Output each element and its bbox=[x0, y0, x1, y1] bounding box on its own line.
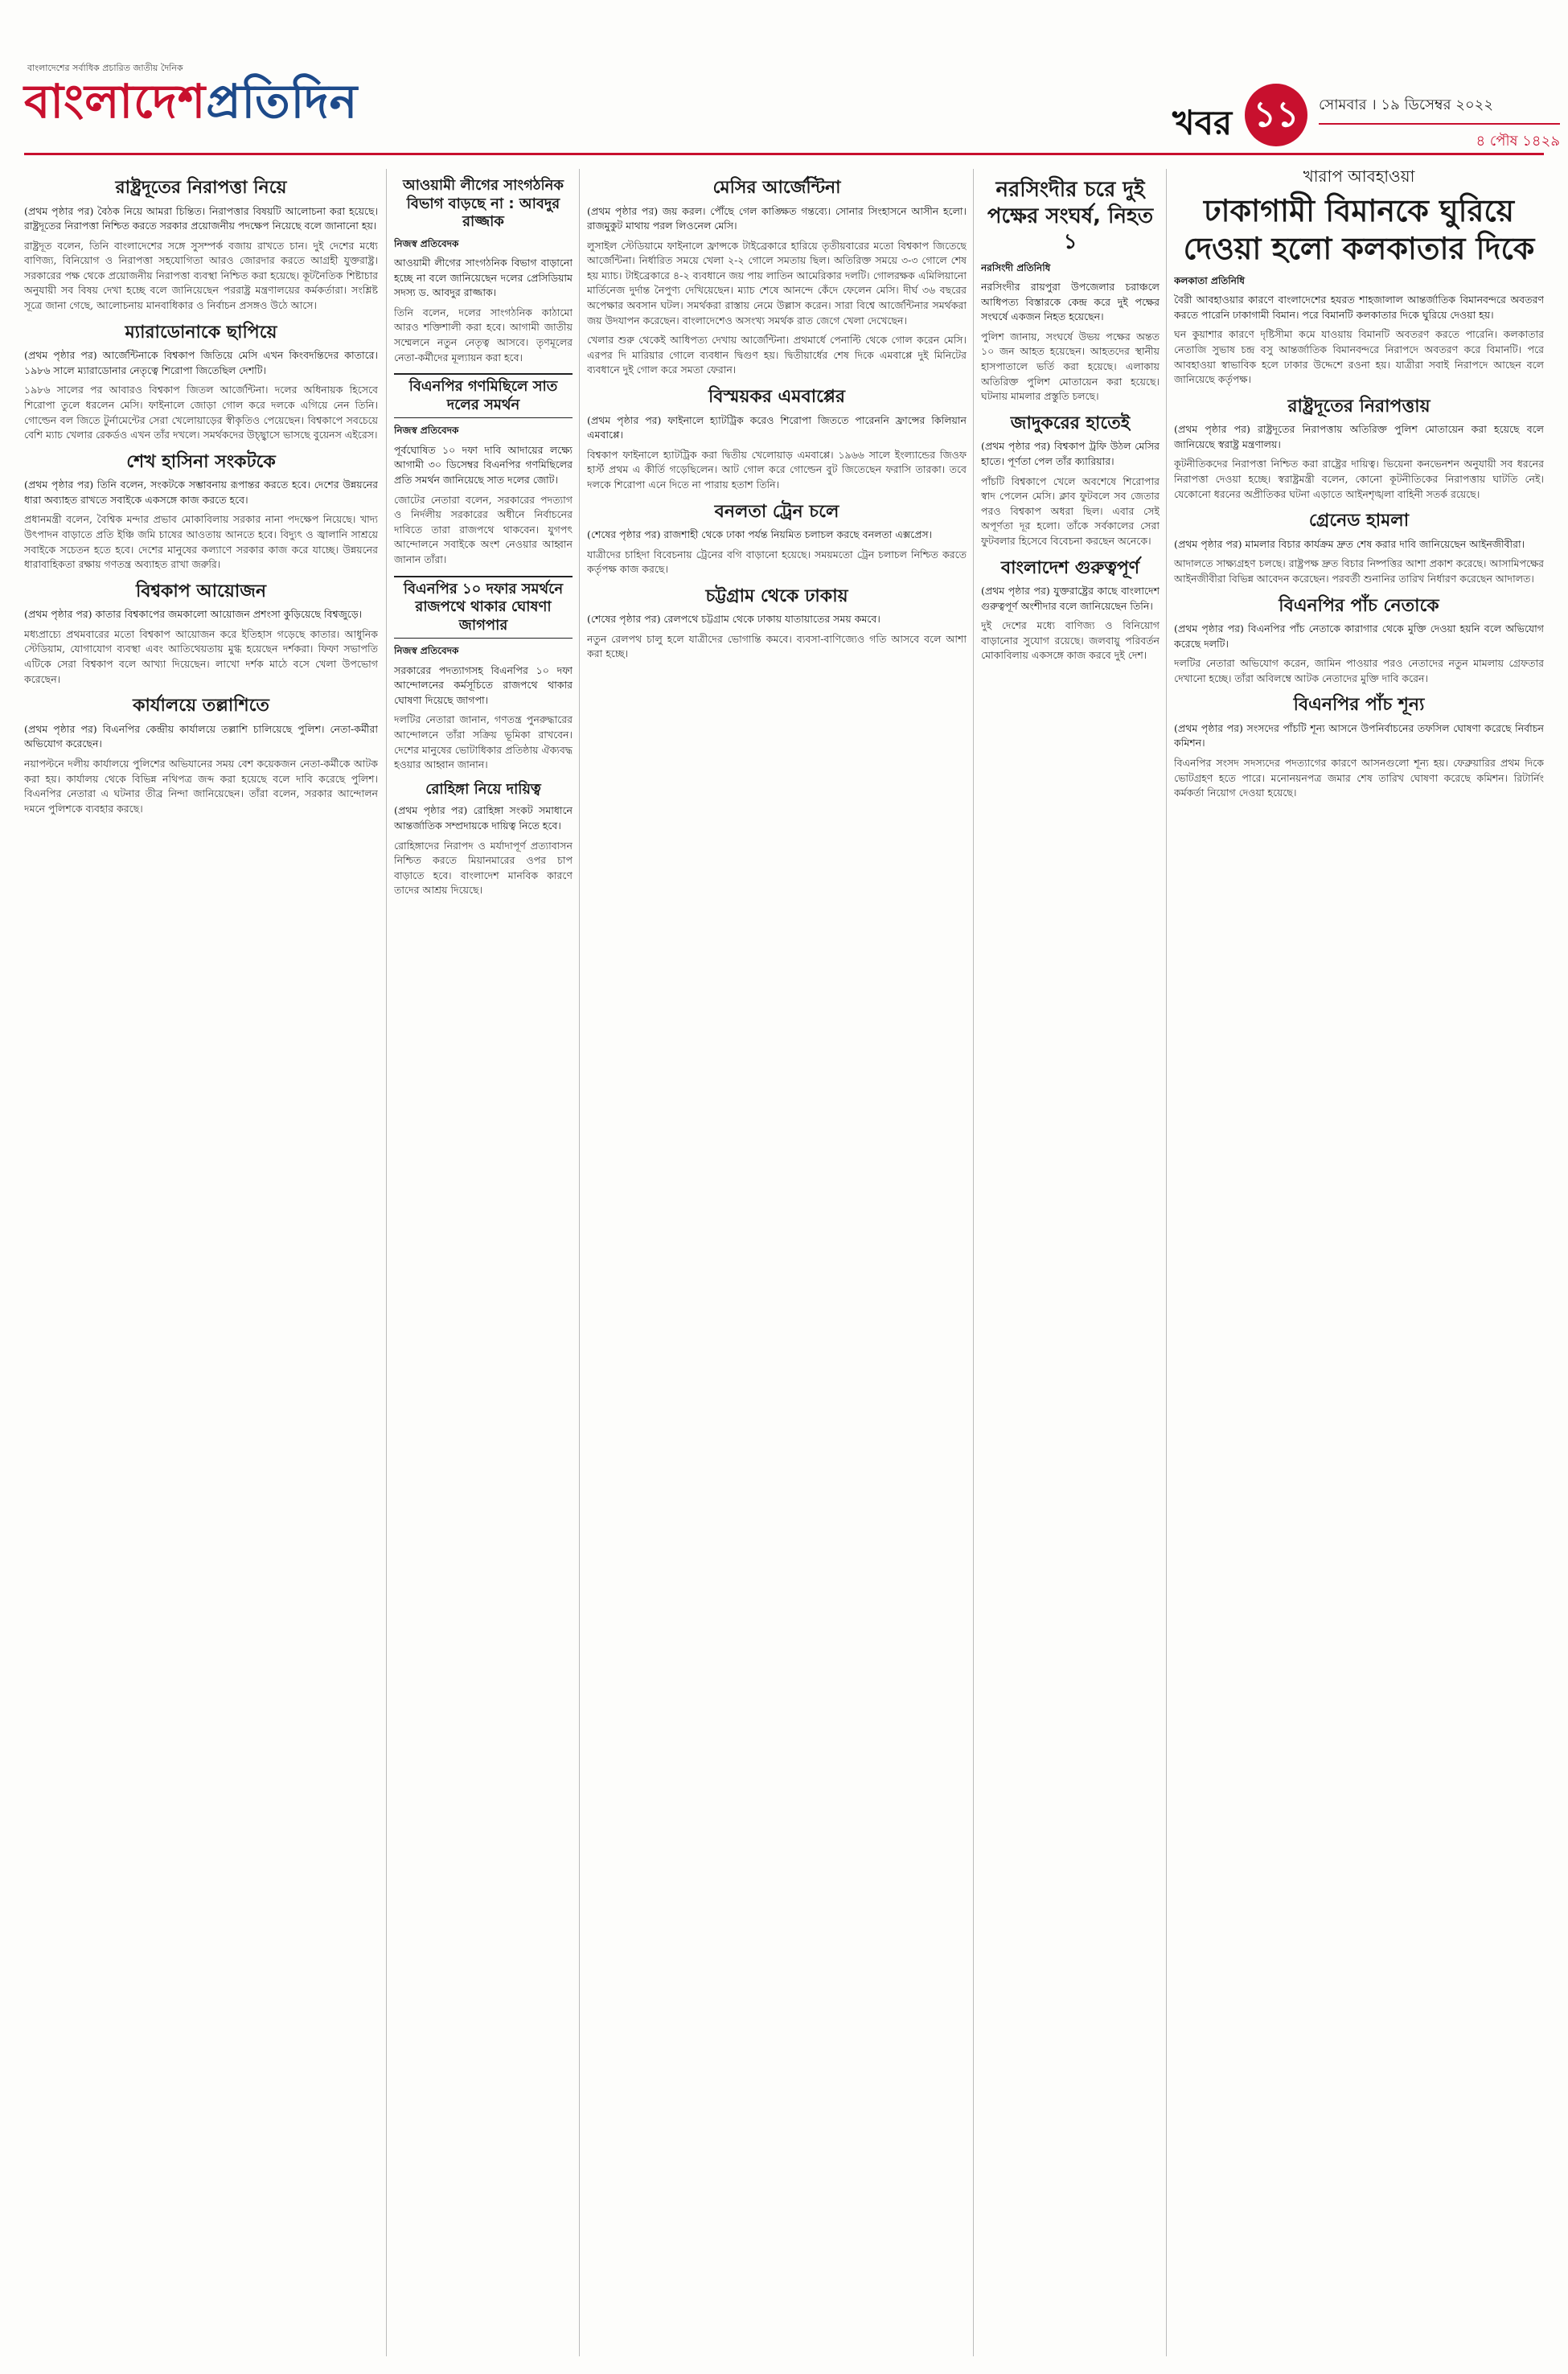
byline-bnp-10: নিজস্ব প্রতিবেদক bbox=[394, 645, 459, 657]
article-text: বিশ্বকাপ ফাইনালে হ্যাটট্রিক করা দ্বিতীয় খেলোয়াড় এমবাপ্পে। ১৯৬৬ সালে ইংল্যান্ডের জিওফ হার্স্ট প্রথম এ কীর্তি গড়েছিলেন। আট গোল করে গোল্ডেন বুট জিতেছেন ফরাসি তারকা। তবে দলকে শিরোপা এনে দিতে না পারায় হতাশ তিনি। bbox=[587, 448, 967, 491]
article-text: পাঁচটি বিশ্বকাপে খেলে অবশেষে শিরোপার স্বাদ পেলেন মেসি। ক্লাব ফুটবলে সব জেতার পরও বিশ্বকাপ অধরা ছিল। এবার সেই অপূর্ণতা দূর হলো। তাঁকে সর্বকালের সেরা ফুটবলার হিসেবে বিবেচনা করছেন অনেকে। bbox=[981, 474, 1160, 547]
headline-maradona: ম্যারাডোনাকে ছাপিয়ে bbox=[125, 322, 277, 343]
article-text: দলটির নেতারা জানান, গণতন্ত্র পুনরুদ্ধারের আন্দোলনে তাঁরা সক্রিয় ভূমিকা রাখবেন। দেশের মানুষের ভোটাধিকার প্রতিষ্ঠায় ঐক্যবদ্ধ হওয়ার আহ্বান জানান। bbox=[394, 713, 573, 771]
article-text: পুলিশ জানায়, সংঘর্ষে উভয় পক্ষের অন্তত ১০ জন আহত হয়েছেন। আহতদের স্থানীয় হাসপাতালে ভর্তি করা হয়েছে। এলাকায় অতিরিক্ত পুলিশ মোতায়েন করা হয়েছে। ঘটনায় মামলার প্রস্তুতি চলছে। bbox=[981, 330, 1160, 403]
article-text-grenade: (প্রথম পৃষ্ঠার পর) মামলার বিচার কার্যক্রম দ্রুত শেষ করার দাবি জানিয়েছেন আইনজীবীরা। bbox=[1174, 537, 1525, 550]
headline-hasina: শেখ হাসিনা সংকটকে bbox=[126, 451, 276, 472]
article-text: নয়াপল্টনে দলীয় কার্যালয়ে পুলিশের অভিযানের সময় বেশ কয়েকজন নেতা-কর্মীকে আটক করা হয়। কার্যালয় থেকে বিভিন্ন নথিপত্র জব্দ করা হয়েছে বলে দাবি করেছে পুলিশ। বিএনপির নেতারা এ ঘটনার তীব্র নিন্দা জানিয়েছেন। তাঁরা বলেন, সরকার আন্দোলন দমনে পুলিশকে ব্যবহার করছে। bbox=[24, 757, 378, 815]
article-text-hasina: (প্রথম পৃষ্ঠার পর) তিনি বলেন, সংকটকে সম্ভাবনায় রূপান্তর করতে হবে। দেশের উন্নয়নের ধারা অব্যাহত রাখতে সবাইকে একসঙ্গে কাজ করতে হবে। bbox=[24, 478, 378, 506]
masthead bbox=[0, 0, 1568, 153]
article-text: খেলার শুরু থেকেই আধিপত্য দেখায় আর্জেন্টিনা। প্রথমার্ধে পেনাল্টি থেকে গোল করেন মেসি। এরপর দি মারিয়ার গোলে ব্যবধান দ্বিগুণ হয়। দ্বিতীয়ার্ধের শেষ দিকে এমবাপ্পে দুই মিনিটের ব্যবধানে দুই গোল করে সমতা ফেরান। bbox=[587, 334, 967, 376]
byline-narsingdi: নরসিংদী প্রতিনিধি bbox=[981, 261, 1051, 273]
byline-awami: নিজস্ব প্রতিবেদক bbox=[394, 237, 459, 249]
article-text-banalata: (শেষের পৃষ্ঠার পর) রাজশাহী থেকে ঢাকা পর্যন্ত নিয়মিত চলাচল করছে বনলতা এক্সপ্রেস। bbox=[587, 528, 933, 540]
article-text: লুসাইল স্টেডিয়ামে ফাইনালে ফ্রান্সকে টাইব্রেকারে হারিয়ে তৃতীয়বারের মতো বিশ্বকাপ জিতেছে আর্জেন্টিনা। নির্ধারিত সময়ে খেলা ২-২ গোলে সমতায় ছিল। অতিরিক্ত সময়ে ৩-৩ গোলে শেষ হয় ম্যাচ। টাইব্রেকারে ৪-২ ব্যবধানে জয় পায় লাতিন আমেরিকার দলটি। গোলরক্ষক এমিলিয়ানো মার্তিনেজ দুর্দান্ত নৈপুণ্য দেখিয়েছেন। ম্যাচ শেষে আনন্দে কেঁদে ফেলেন মেসি। দীর্ঘ ৩৬ বছরের অপেক্ষার অবসান ঘটল। সমর্থকরা রাস্তায় নেমে উল্লাস করেন। সারা বিশ্বে আর্জেন্টিনার সমর্থকরা জয় উদযাপন করেছেন। বাংলাদেশেও অসংখ্য সমর্থক রাত জেগে খেলা দেখেছেন। bbox=[587, 239, 967, 327]
article-text-karyalay: (প্রথম পৃষ্ঠার পর) বিএনপির কেন্দ্রীয় কার্যালয়ে তল্লাশি চালিয়েছে পুলিশ। নেতা-কর্মীরা অভিযোগ করেছেন। bbox=[24, 722, 378, 750]
article-text-bnp-march: পূর্বঘোষিত ১০ দফা দাবি আদায়ের লক্ষ্যে আগামী ৩০ ডিসেম্বর বিএনপির গণমিছিলের প্রতি সমর্থন জানিয়েছে সাত দলের জোট। bbox=[394, 443, 573, 487]
column-divider bbox=[579, 169, 580, 2356]
article-text: দলটির নেতারা অভিযোগ করেন, জামিন পাওয়ার পরও নেতাদের নতুন মামলায় গ্রেফতার দেখানো হচ্ছে। তাঁরা অবিলম্বে আটক নেতাদের মুক্তি দাবি করেন। bbox=[1174, 657, 1544, 684]
headline-worldcup-ayojon: বিশ্বকাপ আয়োজন bbox=[135, 581, 267, 602]
headline-narsingdi: নরসিংদীর চরে দুই পক্ষের সংঘর্ষ, নিহত ১ bbox=[987, 178, 1154, 254]
article-text-bismayakar: (প্রথম পৃষ্ঠার পর) ফাইনালে হ্যাটট্রিক করেও শিরোপা জিততে পারেননি ফ্রান্সের কিলিয়ান এমবাপ্পে। bbox=[587, 413, 967, 442]
article-text-rohingya: (প্রথম পৃষ্ঠার পর) রোহিঙ্গা সংকট সমাধানে আন্তর্জাতিক সম্প্রদায়কে দায়িত্ব নিতে হবে। bbox=[394, 804, 573, 832]
article-text-rashtraduto2: (প্রথম পৃষ্ঠার পর) রাষ্ট্রদূতের নিরাপত্তায় অতিরিক্ত পুলিশ মোতায়েন করা হয়েছে বলে জানিয়েছে স্বরাষ্ট্র মন্ত্রণালয়। bbox=[1174, 423, 1544, 450]
article-text: ঘন কুয়াশার কারণে দৃষ্টিসীমা কমে যাওয়ায় বিমানটি অবতরণ করতে পারেনি। কলকাতার নেতাজি সুভাষ চন্দ্র বসু আন্তর্জাতিক বিমানবন্দরে নিরাপদে অবতরণ করে বিমানটি। পরে আবহাওয়া স্বাভাবিক হলে ঢাকার উদ্দেশে রওনা হয়। যাত্রীরা সবাই নিরাপদে আছেন বলে জানিয়েছে কর্তৃপক্ষ। bbox=[1174, 328, 1544, 386]
byline-bnp-march: নিজস্ব প্রতিবেদক bbox=[394, 425, 459, 437]
headline-bnp5shunno: বিএনপির পাঁচ শূন্য bbox=[1293, 695, 1425, 716]
headline-chattogram: চট্টগ্রাম থেকে ঢাকায় bbox=[705, 585, 848, 606]
column-divider bbox=[1166, 169, 1167, 2356]
article-text: দুই দেশের মধ্যে বাণিজ্য ও বিনিয়োগ বাড়ানোর সুযোগ রয়েছে। জলবায়ু পরিবর্তন মোকাবিলায় একসঙ্গে কাজ করবে দুই দেশ। bbox=[981, 619, 1160, 662]
logo-part-1: বাংলাদেশ bbox=[24, 74, 207, 129]
headline-jadukar: জাদুকরের হাতেই bbox=[1010, 413, 1131, 433]
column-2 bbox=[394, 169, 573, 2356]
headline-bnp5: বিএনপির পাঁচ নেতাকে bbox=[1279, 595, 1439, 616]
article-text: জোটের নেতারা বলেন, সরকারের পদত্যাগ ও নির্দলীয় সরকারের অধীনে নির্বাচনের দাবিতে তারা রাজপথে থাকবেন। যুগপৎ আন্দোলনে সবাইকে অংশ নেওয়ার আহ্বান জানান তাঁরা। bbox=[394, 493, 573, 565]
article-text: নতুন রেলপথ চালু হলে যাত্রীদের ভোগান্তি কমবে। ব্যবসা-বাণিজ্যেও গতি আসবে বলে আশা করা হচ্ছে। bbox=[587, 632, 967, 660]
article-text-awami: আওয়ামী লীগের সাংগঠনিক বিভাগ বাড়ানো হচ্ছে না বলে জানিয়েছেন দলের প্রেসিডিয়াম সদস্য ড. আবদুর রাজ্জাক। bbox=[394, 257, 573, 299]
article-text-worldcup-ayojon: (প্রথম পৃষ্ঠার পর) কাতার বিশ্বকাপের জমকালো আয়োজন প্রশংসা কুড়িয়েছে বিশ্বজুড়ে। bbox=[24, 608, 363, 621]
column-4 bbox=[981, 169, 1160, 2356]
article-text: প্রধানমন্ত্রী বলেন, বৈশ্বিক মন্দার প্রভাব মোকাবিলায় সরকার নানা পদক্ষেপ নিয়েছে। খাদ্য উৎপাদন বাড়াতে প্রতি ইঞ্চি জমি চাষের আওতায় আনতে হবে। বিদ্যুৎ ও জ্বালানি সাশ্রয়ে সবাইকে সচেতন হতে হবে। দেশের মানুষের কল্যাণে সরকার কাজ করে যাচ্ছে। উন্নয়নের ধারাবাহিকতা রক্ষায় গণতন্ত্র অব্যাহত রাখা জরুরি। bbox=[24, 513, 378, 571]
headline-grenade: গ্রেনেড হামলা bbox=[1308, 511, 1410, 532]
article-text-chattogram: (শেষের পৃষ্ঠার পর) রেলপথে চট্টগ্রাম থেকে ঢাকায় যাতায়াতের সময় কমবে। bbox=[587, 613, 880, 626]
headline-bnp-march: বিএনপির গণমিছিলে সাত দলের সমর্থন bbox=[394, 373, 573, 418]
masthead-rule bbox=[24, 153, 1544, 155]
column-5 bbox=[1174, 169, 1544, 2356]
dateline bbox=[1319, 93, 1560, 154]
page-number-badge: ১১ bbox=[1245, 84, 1307, 146]
headline-rashtraduto2: রাষ্ট্রদূতের নিরাপত্তায় bbox=[1287, 396, 1430, 417]
article-text: রোহিঙ্গাদের নিরাপদ ও মর্যাদাপূর্ণ প্রত্যাবাসন নিশ্চিত করতে মিয়ানমারের ওপর চাপ বাড়াতে হবে। বাংলাদেশ মানবিক কারণে তাদের আশ্রয় দিয়েছে। bbox=[394, 839, 573, 897]
headline-rashtraduto: রাষ্ট্রদূতের নিরাপত্তা নিয়ে bbox=[115, 178, 287, 198]
article-text-rashtraduto: (প্রথম পৃষ্ঠার পর) বৈঠক নিয়ে আমরা চিন্তিত। নিরাপত্তার বিষয়টি আলোচনা করা হয়েছে। রাষ্ট্রদূতের নিরাপত্তা নিশ্চিত করতে সরকার প্রয়োজনীয় পদক্ষেপ নিয়েছে বলে জানানো হয়। bbox=[24, 204, 378, 232]
masthead-tagline: বাংলাদেশের সর্বাধিক প্রচারিত জাতীয় দৈনিক bbox=[27, 63, 183, 73]
article-text: ১৯৮৬ সালের পর আবারও বিশ্বকাপ জিতল আর্জেন্টিনা। দলের অধিনায়ক হিসেবে শিরোপা তুলে ধরলেন মেসি। ফাইনালে জোড়া গোল করে দলকে এগিয়ে নেন তিনি। গোল্ডেন বল জিতে টুর্নামেন্টের সেরা খেলোয়াড়ের স্বীকৃতিও পেয়েছেন। বিশ্বকাপে সবচেয়ে বেশি ম্যাচ খেলার রেকর্ডও এখন তাঁর দখলে। সমর্থকদের উচ্ছ্বাসে ভাসছে বুয়েনস এইরেস। bbox=[24, 384, 378, 442]
kicker-plane: খারাপ আবহাওয়া bbox=[1303, 169, 1415, 186]
headline-plane: ঢাকাগামী বিমানকে ঘুরিয়ে দেওয়া হলো কলকাতার দিকে bbox=[1183, 192, 1535, 267]
headline-bnp-10: বিএনপির ১০ দফার সমর্থনে রাজপথে থাকার ঘোষণা জাগপার bbox=[394, 576, 573, 639]
article-text: যাত্রীদের চাহিদা বিবেচনায় ট্রেনের বগি বাড়ানো হয়েছে। সময়মতো ট্রেন চলাচল নিশ্চিত করতে কর্তৃপক্ষ কাজ করছে। bbox=[587, 548, 967, 576]
headline-rohingya: রোহিঙ্গা নিয়ে দায়িত্ব bbox=[425, 780, 541, 798]
article-text-maradona: (প্রথম পৃষ্ঠার পর) আর্জেন্টিনাকে বিশ্বকাপ জিতিয়ে মেসি এখন কিংবদন্তিদের কাতারে। ১৯৮৬ সালে ম্যারাডোনার নেতৃত্বে শিরোপা জিতেছিল দেশটি। bbox=[24, 349, 378, 376]
column-divider bbox=[973, 169, 974, 2356]
column-3 bbox=[587, 169, 967, 2356]
headline-karyalay: কার্যালয়ে তল্লাশিতে bbox=[133, 696, 269, 717]
section-title: খবর bbox=[1172, 103, 1233, 142]
headline-awami: আওয়ামী লীগের সাংগঠনিক বিভাগ বাড়ছে না : আবদুর রাজ্জাক bbox=[403, 177, 564, 230]
article-text: রাষ্ট্রদূত বলেন, তিনি বাংলাদেশের সঙ্গে সুসম্পর্ক বজায় রাখতে চান। দুই দেশের মধ্যে বাণিজ্য, বিনিয়োগ ও নিরাপত্তা সহযোগিতা আরও জোরদার করতে আগ্রহী যুক্তরাষ্ট্র। সরকারের পক্ষ থেকে প্রয়োজনীয় নিরাপত্তা ব্যবস্থা নিশ্চিত করা হয়েছে। কূটনৈতিক শিষ্টাচার অনুযায়ী সব বিষয় দেখা হচ্ছে বলে জানিয়েছেন পররাষ্ট্র মন্ত্রণালয়ের কর্মকর্তারা। সংশ্লিষ্ট সূত্রে জানা গেছে, আলোচনায় মানবাধিকার ও নির্বাচন প্রসঙ্গও উঠে আসে। bbox=[24, 239, 378, 312]
article-text-bnp-10: সরকারের পদত্যাগসহ বিএনপির ১০ দফা আন্দোলনের কর্মসূচিতে রাজপথে থাকার ঘোষণা দিয়েছে জাগপা। bbox=[394, 663, 573, 706]
headline-banalata: বনলতা ট্রেন চলে bbox=[714, 501, 839, 522]
article-text: তিনি বলেন, দলের সাংগঠনিক কাঠামো আরও শক্তিশালী করা হবে। আগামী জাতীয় সম্মেলনে নতুন নেতৃত্ব আসবে। তৃণমূলের নেতা-কর্মীদের মূল্যায়ন করা হবে। bbox=[394, 306, 573, 363]
article-text: মধ্যপ্রাচ্যে প্রথমবারের মতো বিশ্বকাপ আয়োজন করে ইতিহাস গড়েছে কাতার। আধুনিক স্টেডিয়াম, যোগাযোগ ব্যবস্থা এবং আতিথেয়তায় মুগ্ধ হয়েছেন দর্শকরা। ফিফা সভাপতি এটিকে সেরা বিশ্বকাপ বলে আখ্যা দিয়েছেন। লাখো দর্শক মাঠে বসে খেলা উপভোগ করেছেন। bbox=[24, 627, 378, 685]
newspaper-logo bbox=[24, 66, 358, 144]
article-text-bangladesh: (প্রথম পৃষ্ঠার পর) যুক্তরাষ্ট্রের কাছে বাংলাদেশ গুরুত্বপূর্ণ অংশীদার বলে জানিয়েছেন তিনি। bbox=[981, 585, 1160, 612]
article-text-bnp5: (প্রথম পৃষ্ঠার পর) বিএনপির পাঁচ নেতাকে কারাগার থেকে মুক্তি দেওয়া হয়নি বলে অভিযোগ করেছে দলটি। bbox=[1174, 622, 1544, 650]
date-main: সোমবার । ১৯ ডিসেম্বর ২০২২ bbox=[1319, 93, 1560, 125]
date-bangla: ৪ পৌষ ১৪২৯ bbox=[1476, 133, 1560, 150]
article-text: কূটনীতিকদের নিরাপত্তা নিশ্চিত করা রাষ্ট্রের দায়িত্ব। ভিয়েনা কনভেনশন অনুযায়ী সব ধরনের নিরাপত্তা দেওয়া হচ্ছে। স্বরাষ্ট্রমন্ত্রী বলেন, কোনো কূটনীতিকের নিরাপত্তায় ঘাটতি নেই। যেকোনো ধরনের অপ্রীতিকর ঘটনা এড়াতে আইনশৃঙ্খলা বাহিনী সতর্ক রয়েছে। bbox=[1174, 458, 1544, 500]
headline-bismayakar: বিস্ময়কর এমবাপ্পের bbox=[708, 387, 846, 408]
article-text-jadukar: (প্রথম পৃষ্ঠার পর) বিশ্বকাপ ট্রফি উঠল মেসির হাতে। পূর্ণতা পেল তাঁর ক্যারিয়ার। bbox=[981, 440, 1160, 467]
byline-plane: কলকাতা প্রতিনিধি bbox=[1174, 274, 1246, 286]
headline-bangladesh: বাংলাদেশ গুরুত্বপূর্ণ bbox=[1000, 557, 1140, 578]
article-text-messi: (প্রথম পৃষ্ঠার পর) জয় করল। পৌঁছে গেল কাঙ্ক্ষিত গন্তব্যে। সোনার সিংহাসনে আসীন হলো। রাজমুকুট মাথায় পরল লিওনেল মেসি। bbox=[587, 204, 967, 232]
column-1 bbox=[24, 169, 378, 2356]
article-text-plane: বৈরী আবহাওয়ার কারণে বাংলাদেশের হযরত শাহজালাল আন্তর্জাতিক বিমানবন্দরে অবতরণ করতে পারেনি ঢাকাগামী বিমান। পরে বিমানটি কলকাতার দিকে ঘুরিয়ে দেওয়া হয়। bbox=[1174, 294, 1544, 321]
logo-part-2: প্রতিদিন bbox=[206, 74, 359, 129]
article-text: বিএনপির সংসদ সদস্যদের পদত্যাগের কারণে আসনগুলো শূন্য হয়। ফেব্রুয়ারির প্রথম দিকে ভোটগ্রহণ হতে পারে। মনোনয়নপত্র জমার শেষ তারিখ ঘোষণা করেছে কমিশন। রিটার্নিং কর্মকর্তা নিয়োগ দেওয়া হয়েছে। bbox=[1174, 757, 1544, 799]
article-text: আদালতে সাক্ষ্যগ্রহণ চলছে। রাষ্ট্রপক্ষ দ্রুত বিচার নিষ্পত্তির আশা প্রকাশ করেছে। আসামিপক্ষের আইনজীবীরা বিভিন্ন আবেদন করেছেন। পরবর্তী শুনানির তারিখ নির্ধারণ করেছেন আদালত। bbox=[1174, 557, 1544, 585]
headline-messi: মেসির আর্জেন্টিনা bbox=[712, 178, 841, 198]
column-divider bbox=[386, 169, 387, 2356]
article-text-bnp5shunno: (প্রথম পৃষ্ঠার পর) সংসদের পাঁচটি শূন্য আসনে উপনির্বাচনের তফসিল ঘোষণা করেছে নির্বাচন কমিশন। bbox=[1174, 721, 1544, 750]
article-text-narsingdi: নরসিংদীর রায়পুরা উপজেলার চরাঞ্চলে আধিপত্য বিস্তারকে কেন্দ্র করে দুই পক্ষের সংঘর্ষে একজন নিহত হয়েছেন। bbox=[981, 281, 1160, 323]
